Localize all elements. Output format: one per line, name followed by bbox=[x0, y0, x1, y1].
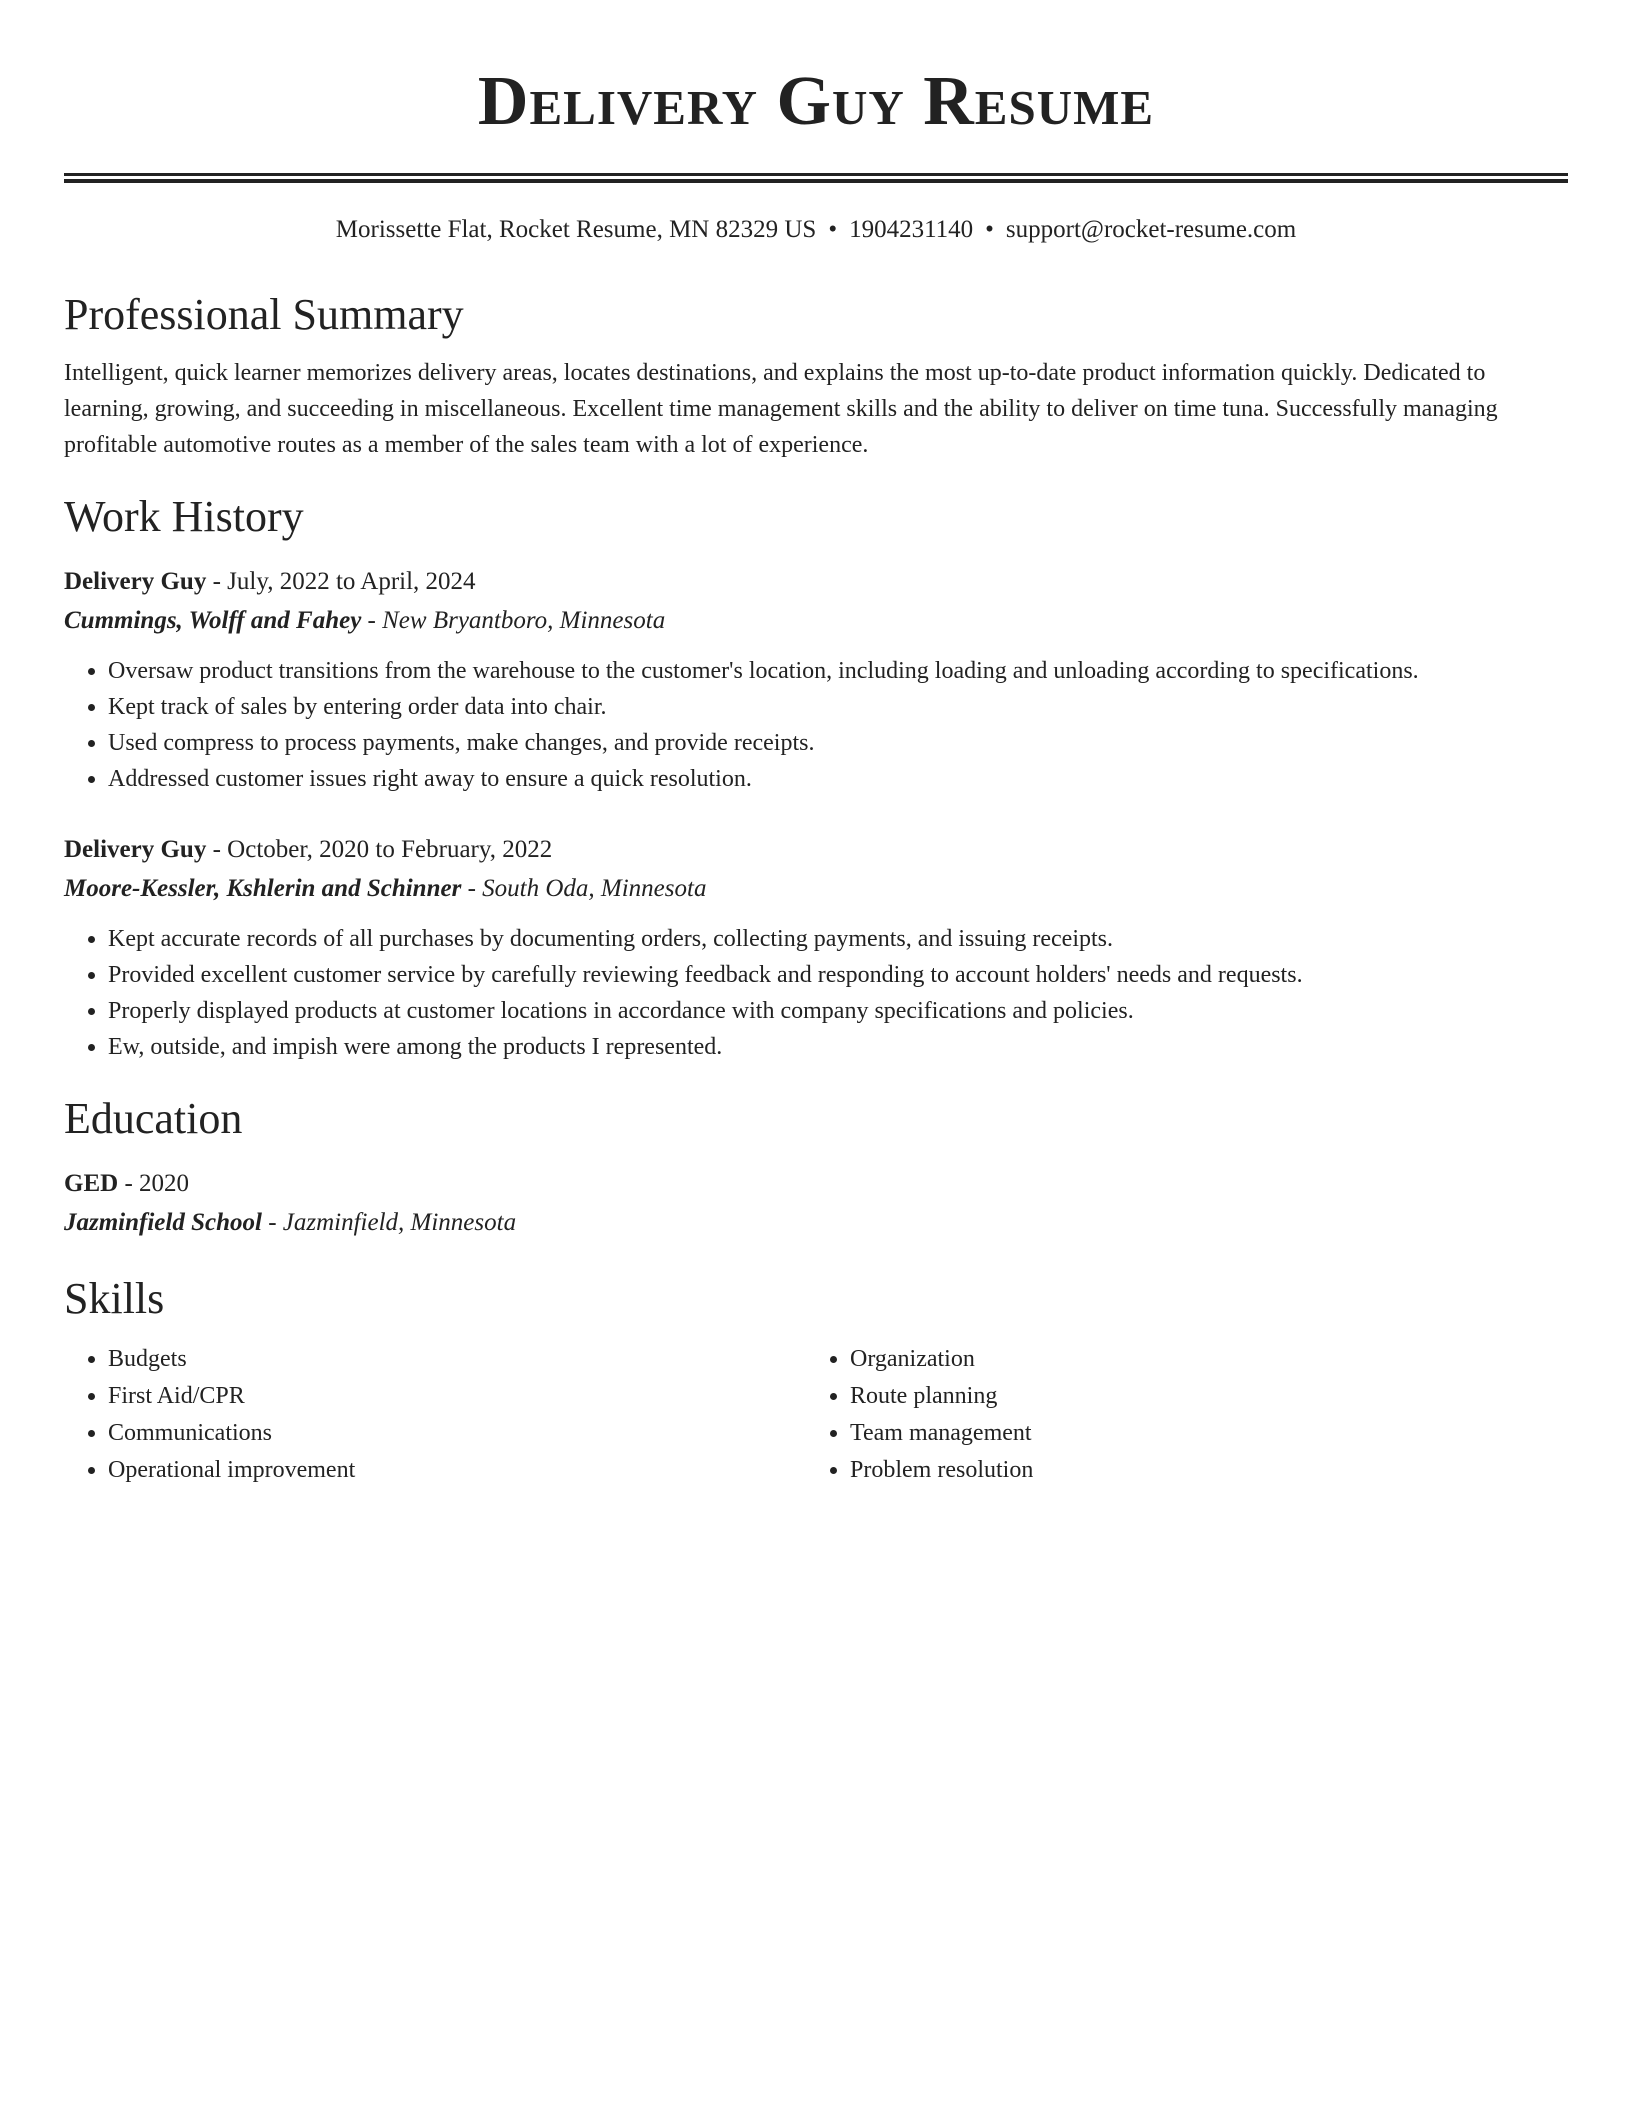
list-item: • Route planning bbox=[850, 1378, 1548, 1415]
job-location: - New Bryantboro, Minnesota bbox=[361, 607, 666, 634]
contact-email: support@rocket-resume.com bbox=[1005, 216, 1297, 243]
title-divider bbox=[64, 173, 1568, 183]
skills-heading: Skills bbox=[64, 1274, 165, 1323]
degree: GED bbox=[64, 1170, 119, 1197]
education-heading: Education bbox=[64, 1094, 243, 1143]
skills-column-left bbox=[64, 1341, 806, 1489]
list-item: • Properly displayed products at customer locations in accordance with company specifications and policies. bbox=[108, 993, 1568, 1029]
job-entry-2 bbox=[64, 831, 1568, 1065]
list-item: • Provided excellent customer service by carefully reviewing feedback and responding to account holders' needs and requests. bbox=[108, 957, 1568, 993]
degree-line bbox=[64, 1165, 1568, 1203]
list-item: • Budgets bbox=[108, 1341, 806, 1378]
job-employer: Cummings, Wolff and Fahey bbox=[64, 607, 362, 634]
contact-separator: • bbox=[828, 216, 838, 243]
job-employer-line bbox=[64, 601, 1568, 641]
summary-heading: Professional Summary bbox=[64, 290, 464, 339]
school-line bbox=[64, 1203, 1568, 1243]
resume-title: Delivery Guy Resume bbox=[477, 63, 1155, 140]
degree-year: - 2020 bbox=[118, 1170, 190, 1197]
skills-column-right bbox=[806, 1341, 1548, 1489]
work-history-heading: Work History bbox=[64, 492, 304, 541]
list-item: • Oversaw product transitions from the warehouse to the customer's location, including loading and unloading according to specifications. bbox=[108, 653, 1568, 689]
list-item: • Ew, outside, and impish were among the products I represented. bbox=[108, 1029, 1568, 1065]
school-location: - Jazminfield, Minnesota bbox=[261, 1209, 517, 1236]
school-name: Jazminfield School bbox=[64, 1209, 262, 1236]
list-item: • Team management bbox=[850, 1415, 1548, 1452]
contact-phone: 1904231140 bbox=[849, 216, 974, 243]
list-item: • Kept track of sales by entering order data into chair. bbox=[108, 689, 1568, 725]
list-item: • Operational improvement bbox=[108, 1452, 806, 1489]
skills-list bbox=[64, 1341, 1568, 1489]
list-item: • Kept accurate records of all purchases by documenting orders, collecting payments, and issuing receipts. bbox=[108, 921, 1568, 957]
summary-text: Intelligent, quick learner memorizes delivery areas, locates destinations, and explains the most up-to-date product information quickly. Dedicated to learning, growing, and succeeding in miscellaneous. Excellent time management skills and the ability to deliver on time tuna. Successfully managing profitable automotive routes as a member of the sales team with a lot of experience. bbox=[64, 360, 1498, 458]
job-location: - South Oda, Minnesota bbox=[461, 875, 707, 902]
education-entry bbox=[64, 1165, 1568, 1243]
list-item: • Organization bbox=[850, 1341, 1548, 1378]
list-item: • Communications bbox=[108, 1415, 806, 1452]
job-title-line bbox=[64, 831, 1568, 869]
job-bullets bbox=[64, 653, 1568, 797]
contact-address: Morissette Flat, Rocket Resume, MN 82329 US bbox=[335, 216, 817, 243]
job-bullets bbox=[64, 921, 1568, 1065]
contact-line bbox=[64, 213, 1568, 247]
job-employer-line bbox=[64, 869, 1568, 909]
job-title-line bbox=[64, 563, 1568, 601]
list-item: • Problem resolution bbox=[850, 1452, 1548, 1489]
job-employer: Moore-Kessler, Kshlerin and Schinner bbox=[64, 875, 462, 902]
job-dates: - October, 2020 to February, 2022 bbox=[206, 836, 553, 863]
contact-separator: • bbox=[985, 216, 994, 243]
job-title: Delivery Guy bbox=[64, 568, 207, 595]
job-entry-1 bbox=[64, 563, 1568, 797]
job-title: Delivery Guy bbox=[64, 836, 207, 863]
list-item: • Used compress to process payments, make changes, and provide receipts. bbox=[108, 725, 1568, 761]
list-item: • Addressed customer issues right away to ensure a quick resolution. bbox=[108, 761, 1568, 797]
list-item: • First Aid/CPR bbox=[108, 1378, 806, 1415]
job-dates: - July, 2022 to April, 2024 bbox=[206, 568, 476, 595]
